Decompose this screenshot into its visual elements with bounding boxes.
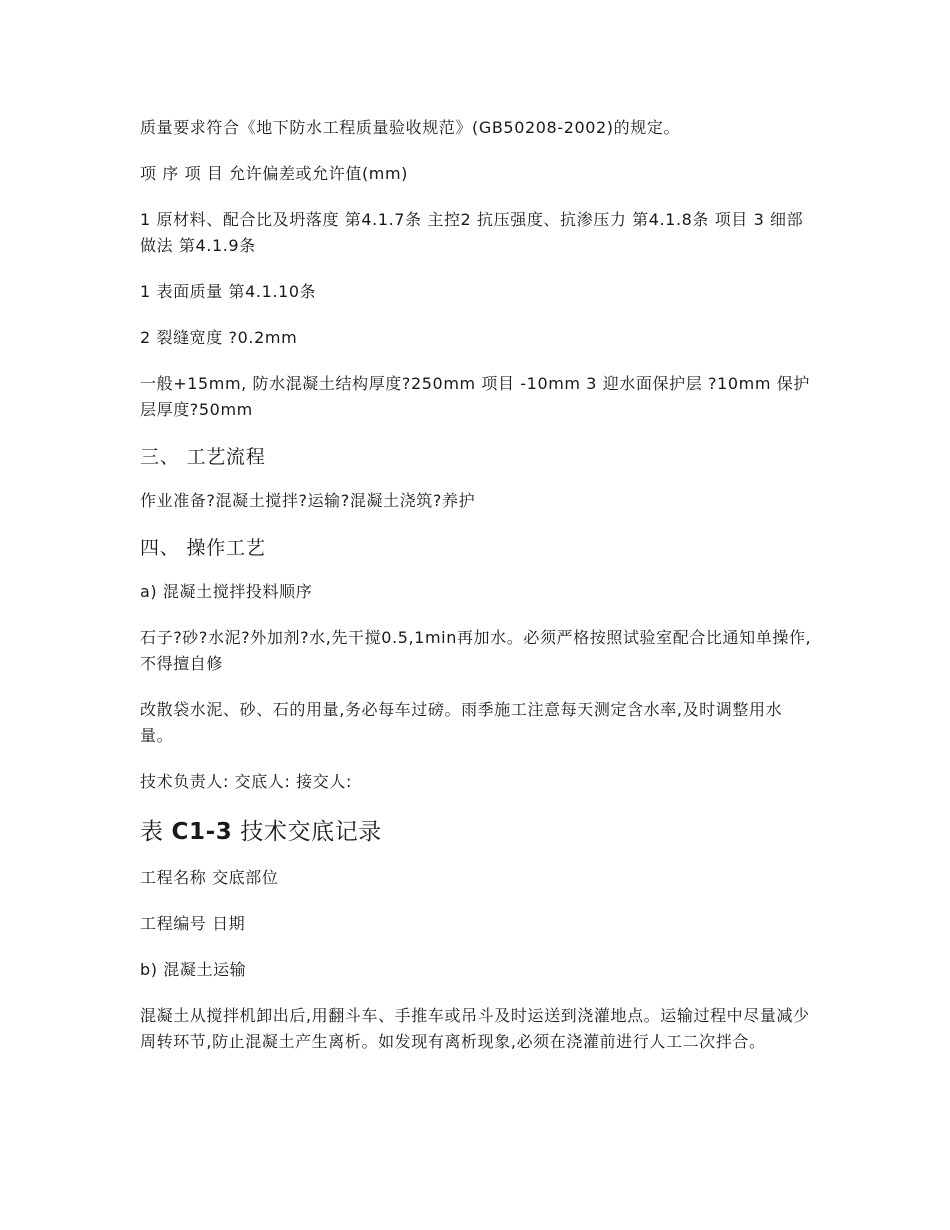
quality-requirement: 质量要求符合《地下防水工程质量验收规范》(GB50208-2002)的规定。 bbox=[140, 118, 681, 137]
surface-quality: 1 表面质量 第4.1.10条 bbox=[140, 282, 317, 301]
section-process-flow: 三、 工艺流程 bbox=[140, 446, 266, 468]
transport-text: 混凝土从搅拌机卸出后,用翻斗车、手推车或吊斗及时运送到浇灌地点。运输过程中尽量减少周转环节,防止混凝土产生离析。如发现有离析现象,必须在浇灌前进行人工二次拌合。 bbox=[140, 1006, 810, 1051]
document-page bbox=[140, 115, 815, 1075]
mixing-order-continued: 改散袋水泥、砂、石的用量,务必每车过磅。雨季施工注意每天测定含水率,及时调整用水量。 bbox=[140, 700, 783, 745]
process-flow-text: 作业准备?混凝土搅拌?运输?混凝土浇筑?养护 bbox=[140, 491, 476, 510]
project-name-line: 工程名称 交底部位 bbox=[140, 868, 279, 887]
signature-line: 技术负责人: 交底人: 接交人: bbox=[140, 772, 352, 791]
project-number-line: 工程编号 日期 bbox=[140, 914, 246, 933]
mixing-order-heading: a) 混凝土搅拌投料顺序 bbox=[140, 582, 313, 601]
general-items: 一般+15mm, 防水混凝土结构厚度?250mm 项目 -10mm 3 迎水面保护层 ?10mm 保护层厚度?50mm bbox=[140, 374, 810, 419]
title-code: C1-3 bbox=[171, 819, 233, 845]
title-rest: 技术交底记录 bbox=[240, 819, 382, 845]
record-title bbox=[140, 815, 815, 849]
transport-heading: b) 混凝土运输 bbox=[140, 960, 247, 979]
section-operation: 四、 操作工艺 bbox=[140, 537, 266, 559]
crack-width: 2 裂缝宽度 ?0.2mm bbox=[140, 328, 298, 347]
main-control-items: 1 原材料、配合比及坍落度 第4.1.7条 主控2 抗压强度、抗渗压力 第4.1.8条 项目 3 细部做法 第4.1.9条 bbox=[140, 210, 804, 255]
mixing-order-text: 石子?砂?水泥?外加剂?水,先干搅0.5,1min再加水。必须严格按照试验室配合比通知单操作,不得擅自修 bbox=[140, 628, 812, 673]
title-prefix: 表 bbox=[140, 819, 164, 845]
table-header-line: 项 序 项 目 允许偏差或允许值(mm) bbox=[140, 164, 409, 183]
